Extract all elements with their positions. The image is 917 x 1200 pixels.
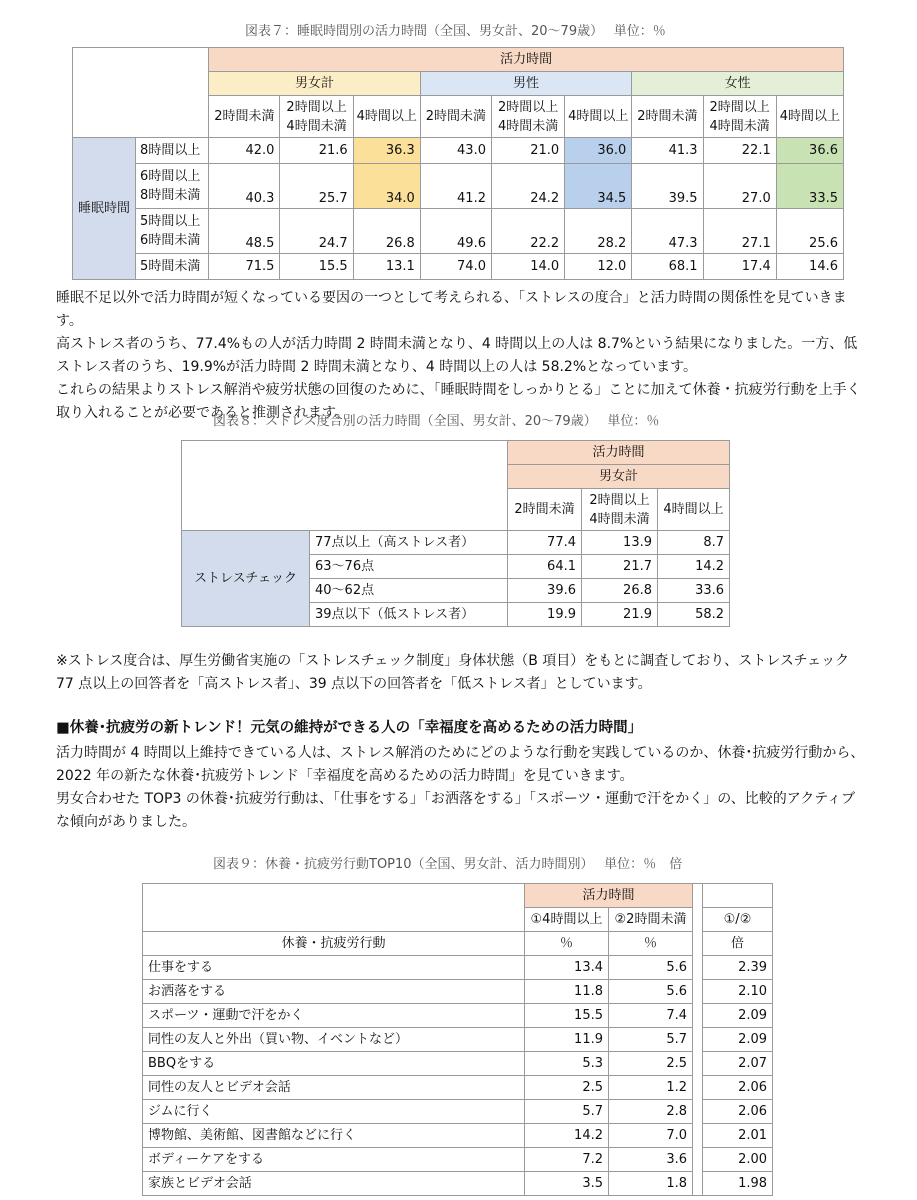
fig7-cell: 47.3 (632, 209, 703, 254)
fig7-cell: 71.5 (209, 254, 280, 280)
fig7-cell: 49.6 (420, 209, 491, 254)
fig7-cell: 15.5 (280, 254, 353, 280)
fig9-row-label: ボディーケアをする (143, 1148, 525, 1172)
fig7-cell: 42.0 (209, 138, 280, 164)
fig7-cell: 68.1 (632, 254, 703, 280)
fig9-cell-b: 5.6 (609, 980, 693, 1004)
fig7-cell: 25.6 (776, 209, 843, 254)
fig7-row-label: 8時間以上 (136, 138, 209, 164)
fig8-col: 2時間以上 4時間未満 (582, 489, 658, 531)
fig9-cell-a: 15.5 (525, 1004, 609, 1028)
fig9-corner (143, 884, 525, 932)
fig7-cell: 14.6 (776, 254, 843, 280)
fig9-row-label: 同性の友人と外出（買い物、イベントなど） (143, 1028, 525, 1052)
fig9-cell-ratio: 2.39 (703, 956, 773, 980)
fig9-cell-a: 3.5 (525, 1172, 609, 1196)
fig8-cell: 19.9 (508, 603, 582, 627)
fig7-cell: 48.5 (209, 209, 280, 254)
fig7-header-top: 活力時間 (209, 48, 844, 72)
fig7-group-female: 女性 (632, 72, 844, 96)
fig9-caption: 図表９：休養・抗疲労行動TOP10（全国、男女計、活力時間別） 単位：％ 倍 (213, 857, 683, 872)
fig8-row-group: ストレスチェック (182, 531, 310, 627)
fig9-cell-ratio: 2.10 (703, 980, 773, 1004)
fig9-row-label: お洒落をする (143, 980, 525, 1004)
fig7-cell: 40.3 (209, 164, 280, 209)
fig9-header-top: 活力時間 (525, 884, 693, 908)
fig9-col3: ①/② (703, 908, 773, 932)
fig8-row-label: 39点以下（低ストレス者） (310, 603, 508, 627)
paragraph-line: 2022 年の新たな休養･抗疲労トレンド「幸福度を高めるための活力時間」を見ていきます。 (56, 768, 634, 784)
fig8-corner (182, 441, 508, 531)
fig9-cell-ratio: 2.00 (703, 1148, 773, 1172)
fig7-cell: 21.6 (280, 138, 353, 164)
fig9-cell-ratio: 2.09 (703, 1028, 773, 1052)
fig8-cell: 14.2 (658, 555, 730, 579)
fig9-unit3: 倍 (703, 932, 773, 956)
fig9-cell-ratio: 2.07 (703, 1052, 773, 1076)
fig8-row-label: 40～62点 (310, 579, 508, 603)
fig7-cell: 41.3 (632, 138, 703, 164)
fig7-cell: 36.0 (565, 138, 632, 164)
fig9-cell-b: 7.4 (609, 1004, 693, 1028)
fig7-row-group: 睡眠時間 (73, 138, 136, 280)
fig9-cell-b: 1.8 (609, 1172, 693, 1196)
fig9-cell-a: 11.8 (525, 980, 609, 1004)
fig9-cell-b: 7.0 (609, 1124, 693, 1148)
fig7-cell: 24.7 (280, 209, 353, 254)
fig8-cell: 26.8 (582, 579, 658, 603)
fig8-cell: 77.4 (508, 531, 582, 555)
fig7-cell: 25.7 (280, 164, 353, 209)
fig7-cell: 14.0 (491, 254, 564, 280)
fig7-caption: 図表７：睡眠時間別の活力時間（全国、男女計、20～79歳） 単位：％ (245, 24, 666, 39)
fig8-col: 2時間未満 (508, 489, 582, 531)
note-text: ※ストレス度合は、厚生労働省実施の「ストレスチェック制度」身体状態（B 項目）をもとに調査しており、ストレスチェック 77 点以上の回答者を「高ストレス者」、39 点以下の回答者を「低ストレス者」としています。 (56, 653, 850, 692)
fig7-col: 2時間未満 (632, 96, 703, 138)
fig8-cell: 21.9 (582, 603, 658, 627)
paragraph-line: 睡眠不足以外で活力時間が短くなっている要因の一つとして考えられる、「ストレスの度合」と活力時間の関係性を見ていきます。 (56, 290, 847, 329)
paragraph-line: これらの結果よりストレス解消や疲労状態の回復のために、「睡眠時間をしっかりとる」ことに加えて休養・抗疲労行動を上手く取り入れることが必要であると推測されます。 (56, 382, 861, 421)
fig9-cell-a: 11.9 (525, 1028, 609, 1052)
fig7-row-label: 5時間未満 (136, 254, 209, 280)
fig9-ratio-top (703, 884, 773, 908)
fig9-cell-a: 13.4 (525, 956, 609, 980)
fig7-cell: 22.2 (491, 209, 564, 254)
fig8-caption: 図表８：ストレス度合別の活力時間（全国、男女計、20～79歳） 単位：％ (213, 414, 660, 429)
fig8-table (181, 440, 730, 627)
fig9-cell-a: 2.5 (525, 1076, 609, 1100)
fig8-cell: 58.2 (658, 603, 730, 627)
fig8-cell: 33.6 (658, 579, 730, 603)
paragraph-stress (56, 287, 866, 425)
section-heading: ■休養･抗疲労の新トレンド！元気の維持ができる人の「幸福度を高めるための活力時間」 (56, 720, 643, 736)
fig9-cell-a: 5.7 (525, 1100, 609, 1124)
fig7-cell: 43.0 (420, 138, 491, 164)
fig9-unit2: ％ (609, 932, 693, 956)
fig9-cell-ratio: 2.06 (703, 1100, 773, 1124)
fig9-cell-b: 2.8 (609, 1100, 693, 1124)
fig9-gap (693, 884, 703, 1196)
fig9-cell-b: 5.6 (609, 956, 693, 980)
fig7-cell: 34.5 (565, 164, 632, 209)
fig7-group-total: 男女計 (209, 72, 421, 96)
fig9-row-label: 博物館、美術館、図書館などに行く (143, 1124, 525, 1148)
fig9-unit1: ％ (525, 932, 609, 956)
fig9-cell-b: 1.2 (609, 1076, 693, 1100)
fig7-row-label: 6時間以上 8時間未満 (136, 164, 209, 209)
fig9-cell-ratio: 2.01 (703, 1124, 773, 1148)
fig8-header-top: 活力時間 (508, 441, 730, 465)
fig9-row-label: 同性の友人とビデオ会話 (143, 1076, 525, 1100)
fig7-col: 4時間以上 (776, 96, 843, 138)
fig7-cell: 39.5 (632, 164, 703, 209)
fig9-row-header: 休養・抗疲労行動 (143, 932, 525, 956)
fig8-group: 男女計 (508, 465, 730, 489)
paragraph-trend (56, 742, 866, 834)
fig7-cell: 28.2 (565, 209, 632, 254)
paragraph-line: 高ストレス者のうち、77.4%もの人が活力時間 2 時間未満となり、4 時間以上の人は 8.7%という結果になりました。一方、低ストレス者のうち、19.9%が活力時間 2 時間未満となり、4 時間以上の人は 58.2%となっています。 (56, 336, 858, 375)
fig7-row-label: 5時間以上 6時間未満 (136, 209, 209, 254)
fig7-cell: 74.0 (420, 254, 491, 280)
fig9-row-label: BBQをする (143, 1052, 525, 1076)
fig7-col: 2時間以上 4時間未満 (703, 96, 776, 138)
fig7-col: 4時間以上 (565, 96, 632, 138)
fig7-table (72, 47, 844, 280)
fig7-cell: 22.1 (703, 138, 776, 164)
fig9-row-label: 仕事をする (143, 956, 525, 980)
fig8-cell: 64.1 (508, 555, 582, 579)
stress-note (56, 650, 866, 696)
fig9-cell-a: 5.3 (525, 1052, 609, 1076)
fig7-cell: 13.1 (353, 254, 420, 280)
fig7-corner (73, 48, 209, 138)
fig7-cell: 27.0 (703, 164, 776, 209)
fig8-row-label: 63～76点 (310, 555, 508, 579)
paragraph-line: 活力時間が 4 時間以上維持できている人は、ストレス解消のためにどのような行動を実践しているのか、休養･抗疲労行動から、 (56, 745, 865, 761)
fig7-col: 2時間未満 (420, 96, 491, 138)
fig9-table (142, 883, 773, 1196)
fig9-row-label: スポーツ・運動で汗をかく (143, 1004, 525, 1028)
fig9-cell-b: 2.5 (609, 1052, 693, 1076)
paragraph-line: 男女合わせた TOP3 の休養･抗疲労行動は、「仕事をする」「お洒落をする」「スポーツ・運動で汗をかく」の、比較的アクティブな傾向がありました。 (56, 791, 856, 830)
fig9-cell-ratio: 1.98 (703, 1172, 773, 1196)
fig9-col2: ②2時間未満 (609, 908, 693, 932)
fig8-row-label: 77点以上（高ストレス者） (310, 531, 508, 555)
fig7-cell: 12.0 (565, 254, 632, 280)
fig7-col: 4時間以上 (353, 96, 420, 138)
fig9-row-label: 家族とビデオ会話 (143, 1172, 525, 1196)
fig7-cell: 41.2 (420, 164, 491, 209)
fig7-cell: 17.4 (703, 254, 776, 280)
fig9-cell-b: 5.7 (609, 1028, 693, 1052)
fig8-cell: 21.7 (582, 555, 658, 579)
fig9-col1: ①4時間以上 (525, 908, 609, 932)
fig9-cell-ratio: 2.06 (703, 1076, 773, 1100)
fig7-col: 2時間未満 (209, 96, 280, 138)
fig8-col: 4時間以上 (658, 489, 730, 531)
fig8-cell: 13.9 (582, 531, 658, 555)
fig7-cell: 36.6 (776, 138, 843, 164)
fig7-cell: 26.8 (353, 209, 420, 254)
fig7-cell: 36.3 (353, 138, 420, 164)
fig9-cell-a: 7.2 (525, 1148, 609, 1172)
fig7-group-male: 男性 (420, 72, 632, 96)
fig8-cell: 8.7 (658, 531, 730, 555)
fig7-cell: 21.0 (491, 138, 564, 164)
fig9-row-label: ジムに行く (143, 1100, 525, 1124)
fig7-col: 2時間以上 4時間未満 (491, 96, 564, 138)
fig7-col: 2時間以上 4時間未満 (280, 96, 353, 138)
fig7-cell: 33.5 (776, 164, 843, 209)
fig9-cell-ratio: 2.09 (703, 1004, 773, 1028)
fig7-cell: 34.0 (353, 164, 420, 209)
fig9-cell-b: 3.6 (609, 1148, 693, 1172)
fig7-cell: 24.2 (491, 164, 564, 209)
fig8-cell: 39.6 (508, 579, 582, 603)
fig7-cell: 27.1 (703, 209, 776, 254)
fig9-cell-a: 14.2 (525, 1124, 609, 1148)
